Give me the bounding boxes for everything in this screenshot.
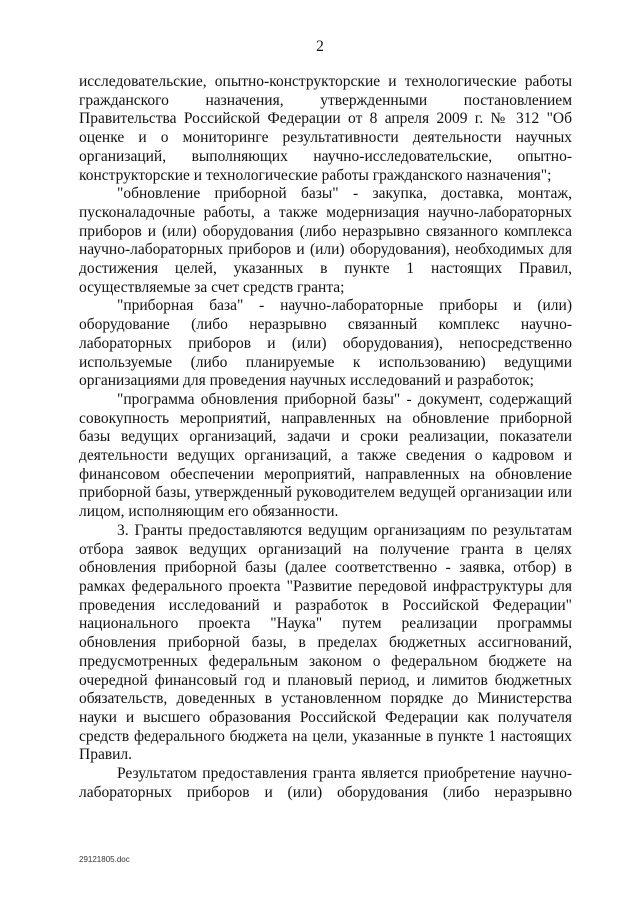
page-number: 2	[316, 38, 324, 55]
paragraph-grant-result: Результатом предоставления гранта является приобретение научно-лабораторных приборов и (или) оборудования (либо неразрывно	[79, 765, 572, 801]
footer-file-code: 29121805.doc	[79, 855, 130, 864]
paragraph-continuation: исследовательские, опытно-конструкторские и технологические работы гражданского назначения, утвержденными постановлением Правительства Российской Федерации от 8 апреля 2009 г. № 312 "Об оценке и о мониторинге результативности деятельности научных организаций, выполняющих научно-исследовательские, опытно-конструкторские и технологические работы гражданского назначения";	[79, 73, 572, 184]
document-body	[79, 73, 572, 802]
paragraph-definition-instrument-base: "приборная база" - научно-лабораторные приборы и (или) оборудование (либо неразрывно связанный комплекс научно-лабораторных приборов и (или) оборудования), непосредственно используемые (либо планируемые к использованию) ведущими организациями для проведения научных исследований и разработок;	[79, 297, 572, 390]
paragraph-definition-instrument-update: "обновление приборной базы" - закупка, доставка, монтаж, пусконаладочные работы, а также модернизация научно-лабораторных приборов и (или) оборудования (либо неразрывно связанного комплекса научно-лабораторных приборов и (или) оборудования), необходимых для достижения целей, указанных в пункте 1 настоящих Правил, осуществляемые за счет средств гранта;	[79, 185, 572, 296]
paragraph-definition-update-program: "программа обновления приборной базы" - документ, содержащий совокупность мероприятий, направленных на обновление приборной базы ведущих организаций, задачи и сроки реализации, показатели деятельности ведущих организаций, а также сведения о кадровом и финансовом обеспечении мероприятий, направленных на обновление приборной базы, утвержденный руководителем ведущей организации или лицом, исполняющим его обязанности.	[79, 390, 572, 521]
paragraph-clause-3: 3. Гранты предоставляются ведущим организациям по результатам отбора заявок ведущих организаций на получение гранта в целях обновления приборной базы (далее соответственно - заявка, отбор) в рамках федерального проекта "Развитие передовой инфраструктуры для проведения исследований и разработок в Российской Федерации" национального проекта "Наука" путем реализации программы обновления приборной базы, в пределах бюджетных ассигнований, предусмотренных федеральным законом о федеральном бюджете на очередной финансовый год и плановый период, и лимитов бюджетных обязательств, доведенных в установленном порядке до Министерства науки и высшего образования Российской Федерации как получателя средств федерального бюджета на цели, указанные в пункте 1 настоящих Правил.	[79, 521, 572, 764]
